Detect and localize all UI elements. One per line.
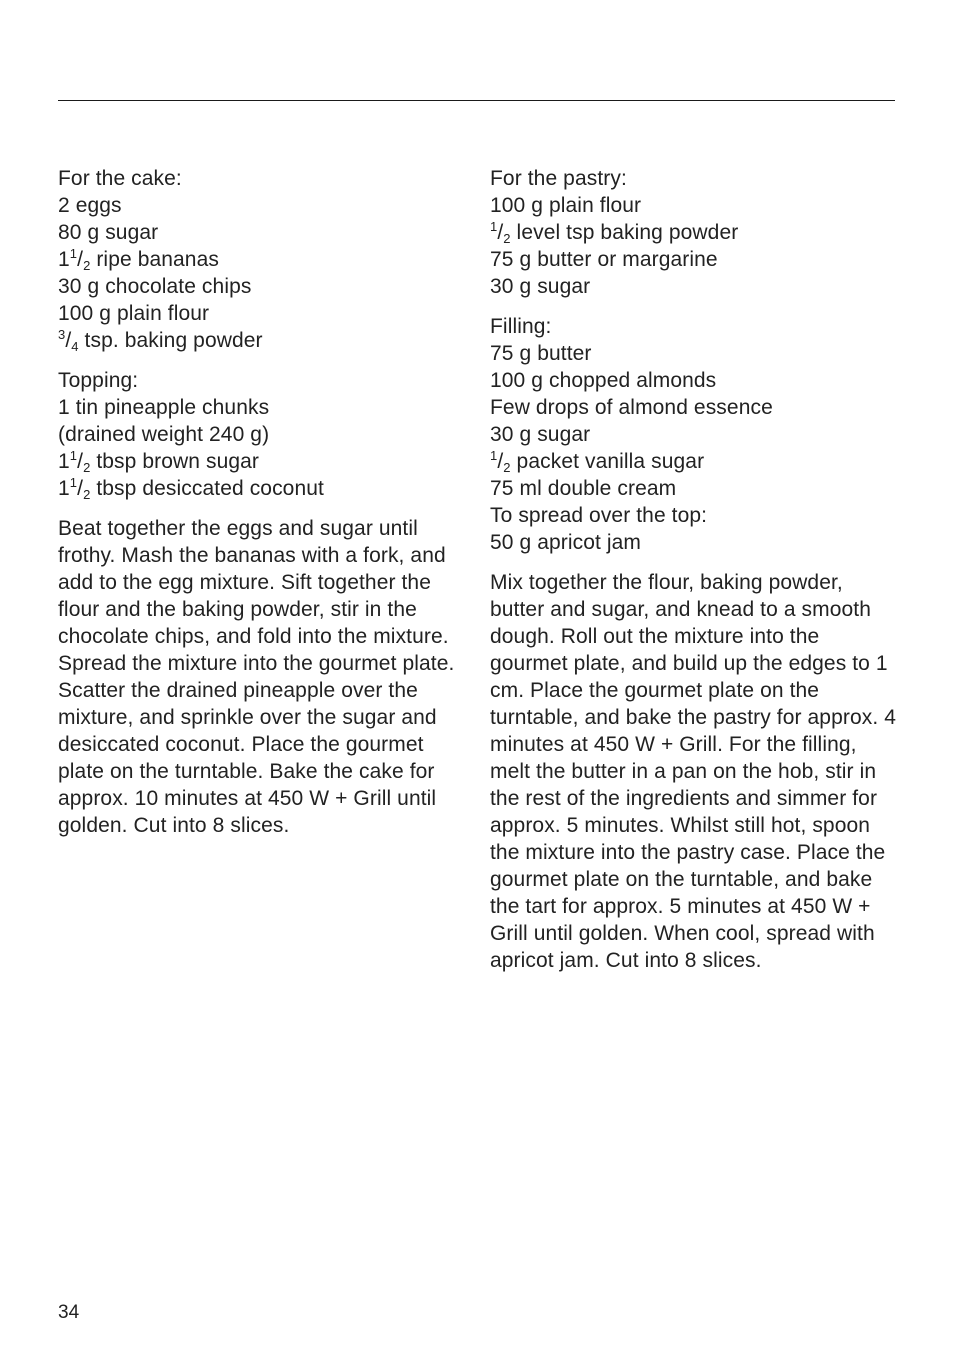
filling-heading: Filling:	[490, 315, 552, 338]
ingredient-line: 1 tin pineapple chunks	[58, 396, 270, 419]
ingredient-text: tsp. baking powder	[78, 329, 263, 352]
cake-heading: For the cake:	[58, 167, 182, 190]
ingredient-line: $^1/_2$ level tsp baking powder	[490, 219, 739, 246]
ingredient-line: 30 g chocolate chips	[58, 275, 252, 298]
fraction-numerator: 1	[490, 219, 498, 234]
ingredient-line: 75 ml double cream	[490, 477, 677, 500]
fraction-numerator: 1	[69, 475, 78, 490]
fraction-numerator: 3	[58, 327, 66, 342]
fraction-denominator: 2	[83, 258, 91, 273]
tart-method-paragraph: Mix together the flour, baking powder, butter and sugar, and knead to a smooth dough. Roll out the mixture into the gourmet plate, and build up the edges to 1 cm. Place the gourmet plate on the turntable, and bake the pastry for approx. 4 minutes at 450 W + Grill. For the filling, melt the butter in a pan on the hob, stir in the rest of the ingredients and simmer for approx. 5 minutes. Whilst still hot, spoon the mixture into the pastry case. Place the gourmet plate on the turntable, and bake the tart for approx. 5 minutes at 450 W + Grill until golden. When cool, spread with apricot jam. Cut into 8 slices.	[490, 571, 896, 972]
ingredient-line: 30 g sugar	[490, 423, 591, 446]
ingredient-line: 2 eggs	[58, 194, 122, 217]
page-number: 34	[58, 1302, 80, 1323]
header-rule	[58, 100, 895, 101]
filling-ingredients	[490, 313, 900, 556]
ingredient-line: $1^1/_2$ tbsp brown sugar	[58, 448, 260, 475]
ingredient-text: ripe bananas	[90, 248, 219, 271]
fraction-numerator: 1	[69, 448, 78, 463]
ingredient-line: 100 g plain flour	[58, 302, 210, 325]
ingredient-text: tbsp brown sugar	[90, 450, 260, 473]
ingredient-line: 75 g butter or margarine	[490, 248, 718, 271]
fraction-denominator: 4	[71, 339, 79, 354]
fraction-denominator: 2	[83, 487, 91, 502]
ingredient-text: tbsp desiccated coconut	[90, 477, 324, 500]
fraction-whole: 1	[58, 450, 70, 473]
ingredient-line: Few drops of almond essence	[490, 396, 773, 419]
ingredient-line: 50 g apricot jam	[490, 531, 642, 554]
ingredient-line: $1^1/_2$ ripe bananas	[58, 246, 219, 273]
ingredient-text: level tsp baking powder	[510, 221, 739, 244]
ingredient-line: 75 g butter	[490, 342, 592, 365]
ingredient-line: $^1/_2$ packet vanilla sugar	[490, 448, 705, 475]
ingredient-line: 80 g sugar	[58, 221, 159, 244]
ingredient-line: (drained weight 240 g)	[58, 423, 270, 446]
pastry-ingredients	[490, 165, 900, 300]
right-column	[490, 165, 900, 974]
fraction-whole: 1	[58, 477, 70, 500]
fraction-denominator: 2	[503, 231, 511, 246]
topping-heading: Topping:	[58, 369, 139, 392]
ingredient-line: $1^1/_2$ tbsp desiccated coconut	[58, 475, 324, 502]
fraction-whole: 1	[58, 248, 70, 271]
ingredient-line: 100 g chopped almonds	[490, 369, 717, 392]
topping-ingredients	[58, 367, 473, 502]
fraction-numerator: 1	[490, 448, 498, 463]
ingredient-text: packet vanilla sugar	[510, 450, 705, 473]
ingredient-line: 100 g plain flour	[490, 194, 642, 217]
cake-ingredients	[58, 165, 473, 354]
ingredient-line: $^3/_4$ tsp. baking powder	[58, 327, 263, 354]
fraction-denominator: 2	[503, 460, 511, 475]
ingredient-line: To spread over the top:	[490, 504, 708, 527]
fraction-numerator: 1	[69, 246, 78, 261]
pastry-heading: For the pastry:	[490, 167, 627, 190]
cake-method-paragraph: Beat together the eggs and sugar until frothy. Mash the bananas with a fork, and add to the egg mixture. Sift together the flour and the baking powder, stir in the chocolate chips, and fold into the mixture. Spread the mixture into the gourmet plate. Scatter the drained pineapple over the mixture, and sprinkle over the sugar and desiccated coconut. Place the gourmet plate on the turntable. Bake the cake for approx. 10 minutes at 450 W + Grill until golden. Cut into 8 slices.	[58, 517, 455, 837]
fraction-denominator: 2	[83, 460, 91, 475]
left-column	[58, 165, 473, 839]
ingredient-line: 30 g sugar	[490, 275, 591, 298]
